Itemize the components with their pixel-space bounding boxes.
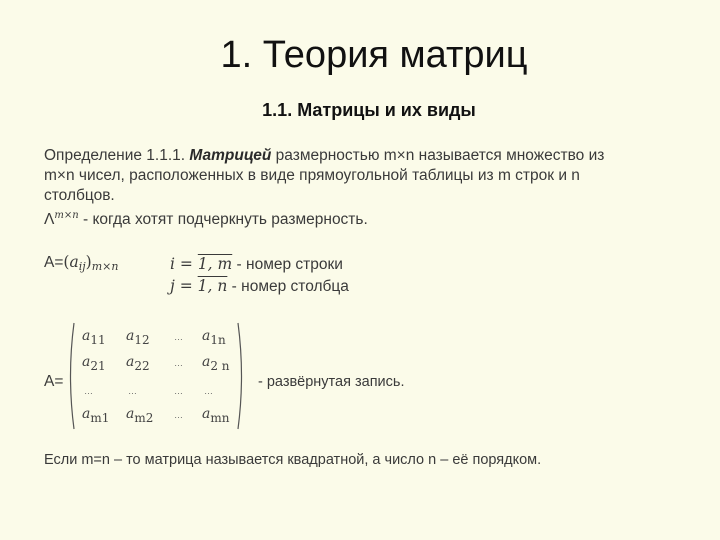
matrix-cell-a12: a12 [126, 328, 150, 347]
definition-line-1 [44, 146, 604, 166]
row-index-range: 1, m [197, 255, 233, 273]
notation-element: a [69, 253, 79, 271]
row-index-eq: = [174, 255, 198, 273]
definition-line-2: m×n чисел, расположенных в виде прямоугольной таблицы из m строк и n [44, 167, 580, 184]
matrix-cell-a21: a21 [82, 354, 106, 373]
matrix-dots: … [174, 410, 184, 420]
matrix-cell-am2: am2 [126, 406, 154, 425]
right-paren-icon [236, 322, 246, 430]
definition-line1-rest: размерностью m×n называется множество из [271, 147, 605, 164]
notation-dim-sub: m×n [91, 260, 119, 273]
col-index-desc: - номер столбца [227, 278, 349, 295]
square-matrix-note: Если m=n – то матрица называется квадратной, а число n – её порядком. [44, 452, 542, 468]
col-index-line [170, 276, 349, 297]
definition-line-3: столбцов. [44, 187, 115, 204]
expanded-description: - развёрнутая запись. [258, 374, 405, 390]
col-index-eq: = [174, 277, 198, 295]
expanded-label: A= [44, 373, 64, 390]
matrix-cell-a11: a11 [82, 328, 106, 347]
row-index-line [170, 254, 343, 275]
matrix-dots: … [128, 386, 138, 396]
lambda-symbol: Λ [44, 211, 55, 228]
section-subtitle: 1.1. Матрицы и их виды [262, 100, 476, 120]
left-paren-icon [66, 322, 76, 430]
row-index-var: i [170, 255, 175, 273]
matrix-notation [44, 252, 118, 277]
matrix-dots: … [84, 386, 94, 396]
col-index-range: 1, n [197, 277, 228, 295]
lambda-superscript: m×n [54, 210, 79, 221]
definition-term: Матрицей [189, 147, 272, 164]
matrix-dots: … [174, 358, 184, 368]
expanded-matrix [66, 322, 246, 432]
slide-title: 1. Теория матриц [220, 34, 528, 76]
notation-paren-open: ( [63, 253, 70, 271]
col-index-var: j [170, 277, 175, 295]
matrix-cell-am1: am1 [82, 406, 110, 425]
notation-prefix: A= [44, 254, 64, 271]
matrix-cell-a1n: a1n [202, 328, 226, 347]
row-index-desc: - номер строки [232, 256, 343, 273]
matrix-dots: … [174, 386, 184, 396]
definition-prefix: Определение 1.1.1. [44, 147, 190, 164]
matrix-cell-a2n: a2 n [202, 354, 230, 373]
definition-line-4 [44, 206, 368, 230]
notation-paren-close: ) [85, 253, 92, 271]
definition-line4-rest: - когда хотят подчеркнуть размерность. [78, 211, 368, 228]
matrix-cell-a22: a22 [126, 354, 150, 373]
notation-element-sub: ij [78, 260, 86, 273]
matrix-cell-amn: amn [202, 406, 230, 425]
matrix-dots: … [204, 386, 214, 396]
matrix-dots: … [174, 332, 184, 342]
